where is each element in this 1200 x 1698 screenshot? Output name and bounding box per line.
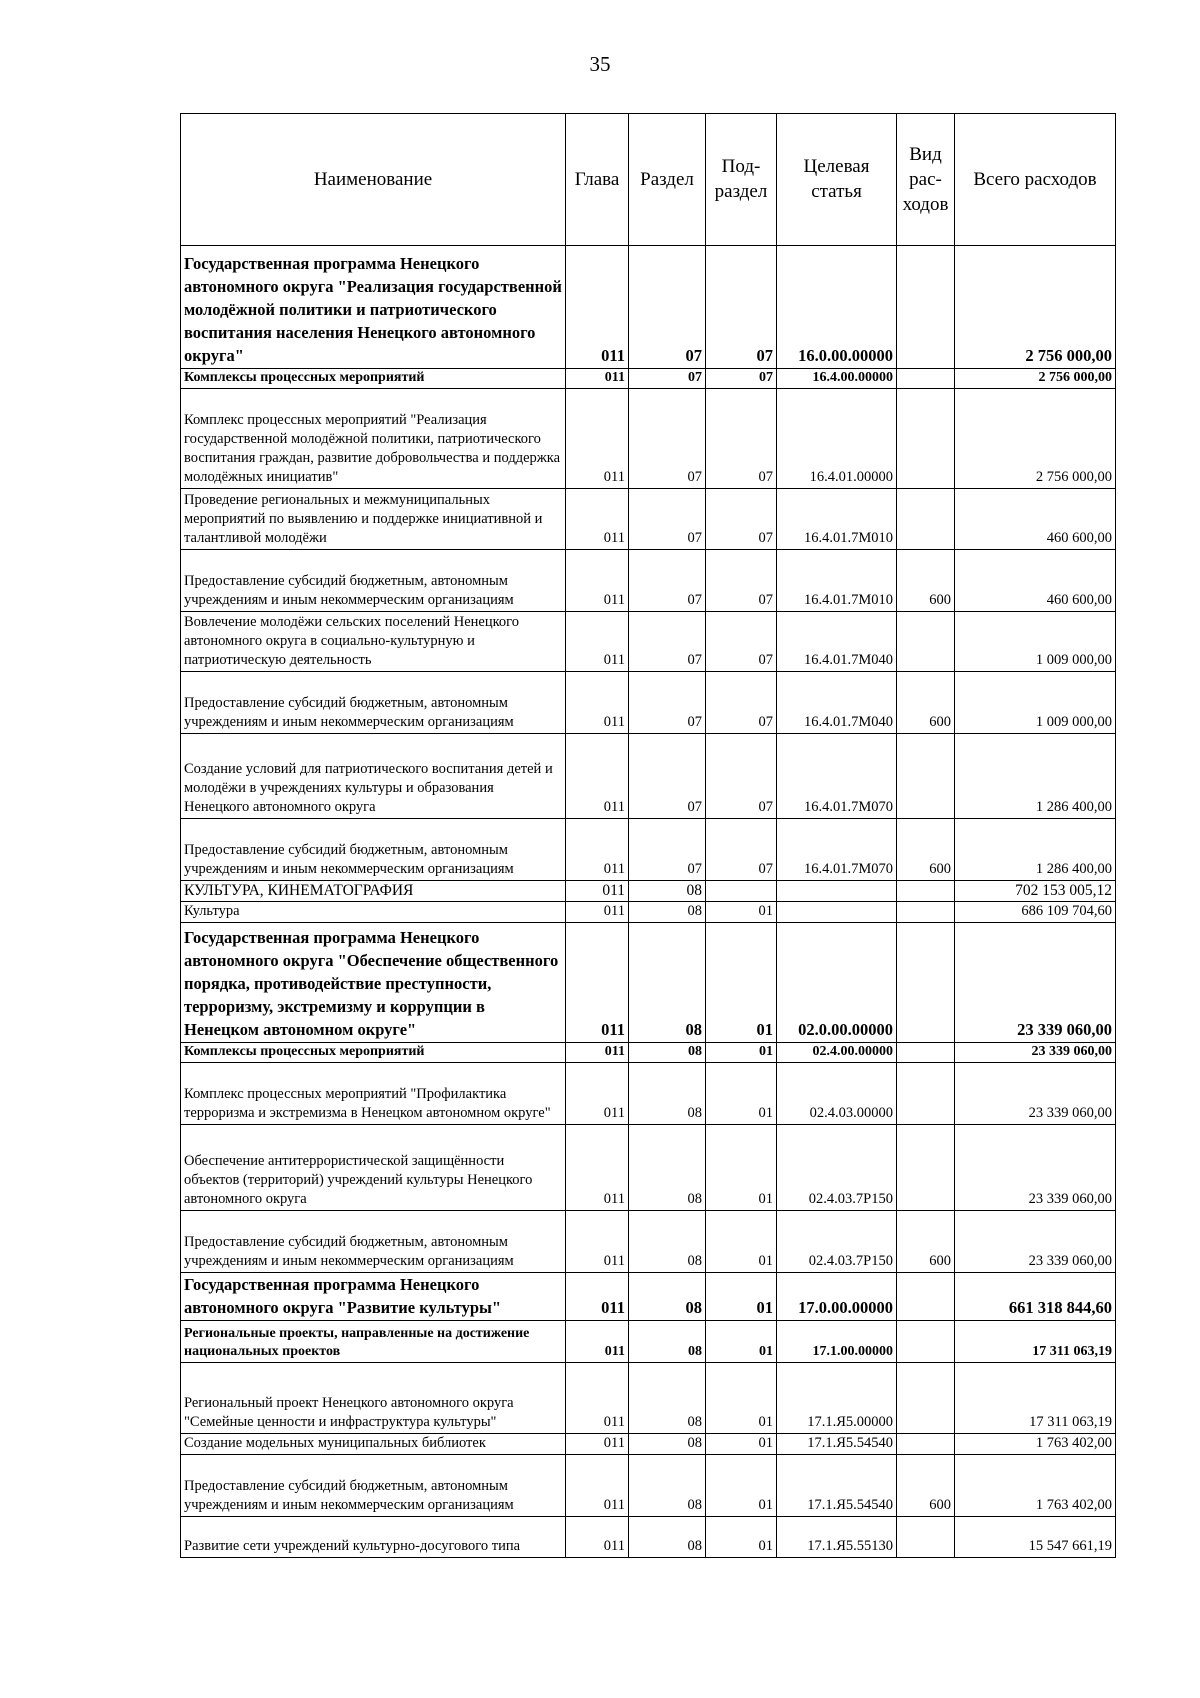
row-name-cell: Комплексы процессных мероприятий <box>181 369 566 389</box>
row-vid-cell: 600 <box>897 819 955 881</box>
row-razdel-cell: 08 <box>629 923 706 1043</box>
table-row <box>181 550 1116 612</box>
row-total-cell: 1 009 000,00 <box>955 672 1116 734</box>
row-total-cell: 460 600,00 <box>955 550 1116 612</box>
row-total-cell: 686 109 704,60 <box>955 902 1116 923</box>
row-name-cell: Культура <box>181 902 566 923</box>
row-total-cell: 17 311 063,19 <box>955 1321 1116 1363</box>
row-target-cell: 16.4.01.7М070 <box>777 734 897 819</box>
row-podrazdel-cell: 07 <box>706 819 777 881</box>
table-row <box>181 902 1116 923</box>
table-row <box>181 246 1116 369</box>
table-row <box>181 1434 1116 1455</box>
row-vid-cell <box>897 1125 955 1211</box>
row-glava-cell: 011 <box>566 923 629 1043</box>
row-total-cell: 2 756 000,00 <box>955 369 1116 389</box>
table-row <box>181 734 1116 819</box>
row-podrazdel-cell <box>706 881 777 902</box>
row-glava-cell: 011 <box>566 489 629 550</box>
row-razdel-cell: 08 <box>629 1455 706 1517</box>
table-row <box>181 1211 1116 1273</box>
row-name-cell: Проведение региональных и межмуниципальных мероприятий по выявлению и поддержке инициативной и талантливой молодёжи <box>181 489 566 550</box>
row-podrazdel-cell: 07 <box>706 489 777 550</box>
table-row <box>181 881 1116 902</box>
row-total-cell: 17 311 063,19 <box>955 1363 1116 1434</box>
row-target-cell: 02.4.03.7Р150 <box>777 1125 897 1211</box>
row-target-cell: 16.4.00.00000 <box>777 369 897 389</box>
row-razdel-cell: 07 <box>629 389 706 489</box>
row-target-cell: 17.1.Я5.54540 <box>777 1455 897 1517</box>
row-name-cell: КУЛЬТУРА, КИНЕМАТОГРАФИЯ <box>181 881 566 902</box>
row-total-cell: 702 153 005,12 <box>955 881 1116 902</box>
row-target-cell: 16.4.01.7М070 <box>777 819 897 881</box>
row-razdel-cell: 07 <box>629 819 706 881</box>
row-total-cell: 1 286 400,00 <box>955 734 1116 819</box>
row-vid-cell <box>897 1517 955 1558</box>
row-target-cell: 02.4.00.00000 <box>777 1043 897 1063</box>
row-razdel-cell: 08 <box>629 1321 706 1363</box>
row-vid-cell: 600 <box>897 550 955 612</box>
row-total-cell: 23 339 060,00 <box>955 1063 1116 1125</box>
row-target-cell: 17.1.Я5.00000 <box>777 1363 897 1434</box>
row-target-cell: 17.1.00.00000 <box>777 1321 897 1363</box>
table-row <box>181 1321 1116 1363</box>
row-glava-cell: 011 <box>566 612 629 672</box>
row-glava-cell: 011 <box>566 1455 629 1517</box>
row-glava-cell: 011 <box>566 881 629 902</box>
row-podrazdel-cell: 01 <box>706 1363 777 1434</box>
row-target-cell: 16.4.01.7М040 <box>777 612 897 672</box>
row-razdel-cell: 08 <box>629 881 706 902</box>
row-glava-cell: 011 <box>566 1517 629 1558</box>
row-razdel-cell: 07 <box>629 246 706 369</box>
row-name-cell: Вовлечение молодёжи сельских поселений Ненецкого автономного округа в социально-культурную и патриотическую деятельность <box>181 612 566 672</box>
row-name-cell: Региональные проекты, направленные на достижение национальных проектов <box>181 1321 566 1363</box>
col-header-glava: Глава <box>566 114 629 246</box>
row-podrazdel-cell: 01 <box>706 923 777 1043</box>
row-glava-cell: 011 <box>566 1211 629 1273</box>
row-target-cell: 16.4.01.7М010 <box>777 489 897 550</box>
row-razdel-cell: 08 <box>629 1363 706 1434</box>
table-row <box>181 1273 1116 1321</box>
row-target-cell: 17.1.Я5.55130 <box>777 1517 897 1558</box>
row-target-cell <box>777 902 897 923</box>
row-glava-cell: 011 <box>566 389 629 489</box>
row-glava-cell: 011 <box>566 1321 629 1363</box>
row-razdel-cell: 07 <box>629 489 706 550</box>
row-podrazdel-cell: 07 <box>706 612 777 672</box>
row-name-cell: Комплекс процессных мероприятий "Реализация государственной молодёжной политики, патриотического воспитания граждан, развитие добровольчества и поддержка молодёжных инициатив" <box>181 389 566 489</box>
row-podrazdel-cell: 01 <box>706 1211 777 1273</box>
row-target-cell: 02.0.00.00000 <box>777 923 897 1043</box>
row-name-cell: Предоставление субсидий бюджетным, автономным учреждениям и иным некоммерческим организациям <box>181 1211 566 1273</box>
table-row <box>181 612 1116 672</box>
row-name-cell: Предоставление субсидий бюджетным, автономным учреждениям и иным некоммерческим организациям <box>181 672 566 734</box>
table-row <box>181 389 1116 489</box>
row-podrazdel-cell: 01 <box>706 1273 777 1321</box>
col-header-name: Наименование <box>181 114 566 246</box>
row-razdel-cell: 07 <box>629 612 706 672</box>
table-row <box>181 489 1116 550</box>
row-total-cell: 1 763 402,00 <box>955 1455 1116 1517</box>
row-vid-cell: 600 <box>897 1455 955 1517</box>
row-podrazdel-cell: 01 <box>706 1321 777 1363</box>
row-total-cell: 23 339 060,00 <box>955 923 1116 1043</box>
row-podrazdel-cell: 07 <box>706 389 777 489</box>
row-razdel-cell: 07 <box>629 672 706 734</box>
page-number: 35 <box>589 52 611 76</box>
row-vid-cell <box>897 1363 955 1434</box>
row-vid-cell: 600 <box>897 672 955 734</box>
row-target-cell <box>777 881 897 902</box>
col-header-target: Целевая статья <box>777 114 897 246</box>
row-target-cell: 16.4.01.00000 <box>777 389 897 489</box>
row-name-cell: Государственная программа Ненецкого автономного округа "Развитие культуры" <box>181 1273 566 1321</box>
row-glava-cell: 011 <box>566 1043 629 1063</box>
table-row <box>181 672 1116 734</box>
row-total-cell: 460 600,00 <box>955 489 1116 550</box>
row-razdel-cell: 08 <box>629 902 706 923</box>
row-podrazdel-cell: 01 <box>706 1434 777 1455</box>
row-target-cell: 02.4.03.7Р150 <box>777 1211 897 1273</box>
row-glava-cell: 011 <box>566 369 629 389</box>
row-razdel-cell: 07 <box>629 550 706 612</box>
row-vid-cell <box>897 1063 955 1125</box>
row-total-cell: 15 547 661,19 <box>955 1517 1116 1558</box>
row-podrazdel-cell: 01 <box>706 1455 777 1517</box>
col-header-vid: Вид рас-ходов <box>897 114 955 246</box>
row-glava-cell: 011 <box>566 902 629 923</box>
row-vid-cell <box>897 1043 955 1063</box>
row-target-cell: 17.1.Я5.54540 <box>777 1434 897 1455</box>
row-razdel-cell: 08 <box>629 1273 706 1321</box>
row-razdel-cell: 08 <box>629 1211 706 1273</box>
row-name-cell: Предоставление субсидий бюджетным, автономным учреждениям и иным некоммерческим организациям <box>181 1455 566 1517</box>
row-vid-cell <box>897 1434 955 1455</box>
table-row <box>181 369 1116 389</box>
row-total-cell: 23 339 060,00 <box>955 1211 1116 1273</box>
row-vid-cell <box>897 1321 955 1363</box>
row-razdel-cell: 08 <box>629 1043 706 1063</box>
row-vid-cell <box>897 734 955 819</box>
row-razdel-cell: 07 <box>629 369 706 389</box>
row-glava-cell: 011 <box>566 1273 629 1321</box>
table-row <box>181 1043 1116 1063</box>
table-row <box>181 923 1116 1043</box>
row-razdel-cell: 08 <box>629 1125 706 1211</box>
row-podrazdel-cell: 01 <box>706 1517 777 1558</box>
table-row <box>181 1363 1116 1434</box>
budget-table <box>180 113 1116 1558</box>
row-podrazdel-cell: 01 <box>706 1125 777 1211</box>
row-vid-cell <box>897 612 955 672</box>
table-row <box>181 1063 1116 1125</box>
row-target-cell: 16.4.01.7М010 <box>777 550 897 612</box>
row-name-cell: Обеспечение антитеррористической защищённости объектов (территорий) учреждений культуры Ненецкого автономного округа <box>181 1125 566 1211</box>
row-name-cell: Государственная программа Ненецкого автономного округа "Реализация государственной молодёжной политики и патриотического воспитания населения Ненецкого автономного округа" <box>181 246 566 369</box>
row-podrazdel-cell: 01 <box>706 902 777 923</box>
row-name-cell: Комплекс процессных мероприятий "Профилактика терроризма и экстремизма в Ненецком автономном округе" <box>181 1063 566 1125</box>
row-glava-cell: 011 <box>566 246 629 369</box>
row-target-cell: 17.0.00.00000 <box>777 1273 897 1321</box>
row-name-cell: Развитие сети учреждений культурно-досугового типа <box>181 1517 566 1558</box>
row-vid-cell <box>897 389 955 489</box>
row-total-cell: 2 756 000,00 <box>955 246 1116 369</box>
row-target-cell: 02.4.03.00000 <box>777 1063 897 1125</box>
row-vid-cell <box>897 246 955 369</box>
row-total-cell: 661 318 844,60 <box>955 1273 1116 1321</box>
row-vid-cell: 600 <box>897 1211 955 1273</box>
row-glava-cell: 011 <box>566 672 629 734</box>
table-row <box>181 1455 1116 1517</box>
row-total-cell: 2 756 000,00 <box>955 389 1116 489</box>
row-vid-cell <box>897 369 955 389</box>
row-podrazdel-cell: 01 <box>706 1063 777 1125</box>
col-header-razdel: Раздел <box>629 114 706 246</box>
table-header-row <box>181 114 1116 246</box>
row-total-cell: 1 286 400,00 <box>955 819 1116 881</box>
row-podrazdel-cell: 07 <box>706 672 777 734</box>
row-podrazdel-cell: 07 <box>706 369 777 389</box>
row-vid-cell <box>897 881 955 902</box>
row-total-cell: 1 763 402,00 <box>955 1434 1116 1455</box>
row-vid-cell <box>897 489 955 550</box>
row-glava-cell: 011 <box>566 1125 629 1211</box>
row-podrazdel-cell: 07 <box>706 246 777 369</box>
row-glava-cell: 011 <box>566 1063 629 1125</box>
row-glava-cell: 011 <box>566 734 629 819</box>
row-razdel-cell: 08 <box>629 1517 706 1558</box>
col-header-podrazdel: Под-раздел <box>706 114 777 246</box>
row-total-cell: 1 009 000,00 <box>955 612 1116 672</box>
table-row <box>181 819 1116 881</box>
row-podrazdel-cell: 07 <box>706 734 777 819</box>
table-row <box>181 1125 1116 1211</box>
row-podrazdel-cell: 01 <box>706 1043 777 1063</box>
row-total-cell: 23 339 060,00 <box>955 1043 1116 1063</box>
row-vid-cell <box>897 1273 955 1321</box>
row-target-cell: 16.4.01.7М040 <box>777 672 897 734</box>
row-total-cell: 23 339 060,00 <box>955 1125 1116 1211</box>
row-razdel-cell: 07 <box>629 734 706 819</box>
row-razdel-cell: 08 <box>629 1063 706 1125</box>
row-glava-cell: 011 <box>566 550 629 612</box>
row-vid-cell <box>897 902 955 923</box>
row-name-cell: Комплексы процессных мероприятий <box>181 1043 566 1063</box>
row-glava-cell: 011 <box>566 819 629 881</box>
row-glava-cell: 011 <box>566 1363 629 1434</box>
row-name-cell: Создание модельных муниципальных библиотек <box>181 1434 566 1455</box>
row-vid-cell <box>897 923 955 1043</box>
row-name-cell: Региональный проект Ненецкого автономного округа "Семейные ценности и инфраструктура культуры" <box>181 1363 566 1434</box>
row-name-cell: Предоставление субсидий бюджетным, автономным учреждениям и иным некоммерческим организациям <box>181 819 566 881</box>
row-name-cell: Предоставление субсидий бюджетным, автономным учреждениям и иным некоммерческим организациям <box>181 550 566 612</box>
row-name-cell: Государственная программа Ненецкого автономного округа "Обеспечение общественного порядка, противодействие преступности, терроризму, экстремизму и коррупции в Ненецком автономном округе" <box>181 923 566 1043</box>
row-glava-cell: 011 <box>566 1434 629 1455</box>
row-razdel-cell: 08 <box>629 1434 706 1455</box>
row-podrazdel-cell: 07 <box>706 550 777 612</box>
table-row <box>181 1517 1116 1558</box>
row-name-cell: Создание условий для патриотического воспитания детей и молодёжи в учреждениях культуры и образования Ненецкого автономного округа <box>181 734 566 819</box>
col-header-total: Всего расходов <box>955 114 1116 246</box>
row-target-cell: 16.0.00.00000 <box>777 246 897 369</box>
